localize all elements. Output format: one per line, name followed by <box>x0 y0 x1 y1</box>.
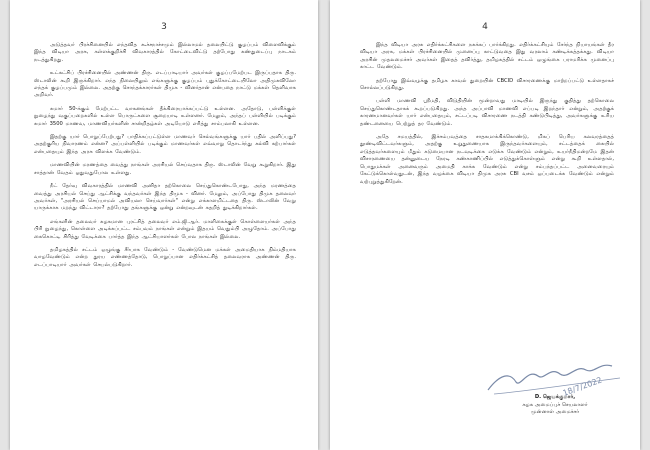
paragraph: உட்கட்சிப் பிரச்சினையில் அண்ணன் திரு. எடப்பாடியார் அவர்கள் குழப்பமேற்பட இருப்பதாக திரு. ஸ்டாலின் கூறி இருக்கிறார். எந்த நிலையிலும் எங்களுக்கு குழப்பம் புதுக்கோட்டையிலோ அதிமுகவிலோ எந்தக் குழப்பமும் இல்லை. அதற்கு சொந்தக்காரர்கள் திமுக - வினர்தான் என்பதை நாட்டு மக்கள் தெளிவாக அறிவர். <box>34 70 296 99</box>
signature-block <box>500 375 610 416</box>
paragraph: தற்போது இவ்வழக்கு தமிழக காவல் துறையின் CBCID விசாரணைக்கு மாற்றப்பட்டு உள்ளதாகச் சொல்லப்படுகிறது. <box>360 77 614 92</box>
signatory-title: கழக அமைப்புச் செயலாளர் <box>522 401 588 408</box>
paragraph: பள்ளி மாணவி ஸ்ரீமதி, விடுதியின் மூன்றாவது மாடியில் இருந்து குதித்து தற்கொலை செய்துகொண்டதாகக் கூறப்படுகிறது. அந்த அப்பாவி மாணவி எப்படி இறந்தார் என்றும், அதற்குக் காரணமானவர்கள் யார் என்பதையும், சட்டப்படி விசாரணை நடத்தி கண்டுபிடித்து, அவர்களுக்கு உரிய தண்டனையை பெற்றுத் தர வேண்டும். <box>360 98 614 127</box>
paragraph: தமிழகத்தில் சட்டம் ஒழுங்கு சீர்பாக வேண்டும் - வேண்டுமென மக்கள் அமைதியாக நிம்மதியாக வாழவேண்டும் என்ற துரய எண்ணத்தோடு, பொறுப்பான எதிர்க்கட்சித் தலைவராக அண்ணன் திரு. எடப்பாடியார் அவர்கள் செயல்படுகிறார். <box>34 246 296 268</box>
page-number: 3 <box>161 22 167 32</box>
paragraph: அதே சமயத்தில், இச்சம்பவத்தை சாதகமாக்கிக்கொண்டு, மிகப் பெரிய கலவரத்தைத் தூண்டிவிட்டவர்களும், அதற்கு உறுதுணையாக இருந்தவர்களையும், சட்டத்தைக் கையில் எடுத்தவர்களையும் மீதும் கடுமையான நடவடிக்கை எடுக்க வேண்டும் என்றும், உயர்நீதிமன்றமே இதன் விசாரணையை தன்னுடைய நேரடி கண்காணிப்பில் எடுத்துக்கொள்ளும் என்று கூறி உள்ளதால், பொதுமக்கள் அனைவரும் அமைதி காக்க வேண்டும் என்று சம்பந்தப்பட்ட அனைவரையும் கேட்டுக்கொள்வதுடன், இந்த வழக்கை விடியா திமுக அரசு CBI வசம் ஒப்படைக்க வேண்டும் என்றும் வற்புறுத்துகிறேன். <box>360 134 614 185</box>
document-page-3 <box>10 0 318 450</box>
paragraph: எங்களின் தலைவர் கழகமான புரட்சித் தலைவர் எம்.ஜி.ஆர். மாளிகைக்குள் கொள்ளையர்கள் அந்த பிரி நுழைந்து, கொள்ளை அடிக்கப்பட்ட சம்பவம் நாங்கள் என்றும் இதயம் வெதும்பி அழுதோம். அப்போது கைகொட்டி சிரித்து வேடிக்கை பார்த்த இந்த ஆட்சியாளர்கள் போல நாங்கள் இல்லை. <box>34 218 296 240</box>
paragraph: நீட் தேர்வு விவகாரத்தில் மாணவி அனிதா தற்கொலை செய்துகொண்டபோது, அந்த மரணத்தை வைத்து அரசியல் செய்து ஆட்சிக்கு வந்தவர்கள் இந்த திமுக - வினர். மேலும், அப்போது திமுக தலைவர் அவர்கள், "அரசியல் செய்யாமல் அவியலா செய்வார்கள்" என்று எக்காளமிட்டதை திரு. ஸ்டாலின் வேறு யாருக்காக மறந்து விட்டாரா? தற்போது தங்களுக்கு ஒன்று என்றவுடன் கதறித் துடிக்கிறார்கள். <box>34 183 296 212</box>
handwritten-signature <box>480 356 630 401</box>
page-body <box>330 42 640 186</box>
paragraph: மாணவியின் மரணத்தை வைத்து நாங்கள் அரசியல் செய்வதாக திரு. ஸ்டாலின் வேறு கூறுகிறார். இது சாத்தான் வேதம் ஓதுவதுபோல உள்ளது. <box>34 162 296 176</box>
page-body <box>10 42 318 269</box>
paragraph: சுமார் 50-க்கும் மேற்பட்ட வாகனங்கள் தீக்கிரையாக்கப்பட்டு உள்ளன. அதோடு, பள்ளிக்குள் நுழைந்து வகுப்பறைகளில் உள்ள பொருட்களை சூறையாடி உள்ளனர். மேலும், அந்தப் பள்ளியில் படிக்கும் சுமார் 3500 மாணவ, மாணவியர்களின் சான்றிதழ்கள் அடியோடு எரித்து சாம்பலாகி உள்ளன. <box>34 105 296 127</box>
document-page-4 <box>330 0 640 450</box>
page-number: 4 <box>482 22 488 32</box>
paragraph: இந்த விடியா அரசு எதிர்க்கட்சிகளை நசுக்கப் பார்க்கிறது. எதிர்க்கட்சியும் சேர்ந்த நியாயங்கள் தீர விடியா அரசு, மக்கள் பிரச்சினையில் முனைப்பு காட்டுவதை இது வரலாம் கண்டிக்கத்தக்கது. விடியா அரசின் முதலமைச்சர் அவர்கள் இதைத் தவிர்த்து, தமிழகத்தில் சட்டம் ஒழுங்கை பராமரிக்க முனைப்பு காட்ட வேண்டும். <box>360 42 614 71</box>
signatory-role: முன்னாள் அமைச்சர் <box>530 408 580 415</box>
signatory-name: D. ஜெயக்குமார், <box>534 394 576 401</box>
paragraph: அடுத்தவர் பிரச்சினையில் எந்தவித கூச்சநாச்சமும் இல்லாமல் தலையிட்டு குழப்பம் விளைவிக்கும் இந்த விடியா அரசு, கள்ளக்குறிச்சி விவகாரத்தில் கோட்டைவிட்டு தற்போது கண்துடைப்பு நாடகம் நடத்துகிறது. <box>34 42 296 63</box>
paragraph: இதற்கு யார் பொறுப்பேற்பது? பாதிக்கப்பட்டுள்ள மாணவர் செல்வங்களுக்கு யார் பதில் அளிப்பது? அதற்குரிய நிவாரணம் என்ன? அப்பள்ளியில் படிக்கும் மாணவர்கள் எவ்வாறு தொடர்ந்து கல்வி கற்பார்கள் என்பதையும் இந்த அரசு விளக்க வேண்டும். <box>34 134 296 155</box>
signature-date: 18/7/2022 <box>561 375 604 399</box>
